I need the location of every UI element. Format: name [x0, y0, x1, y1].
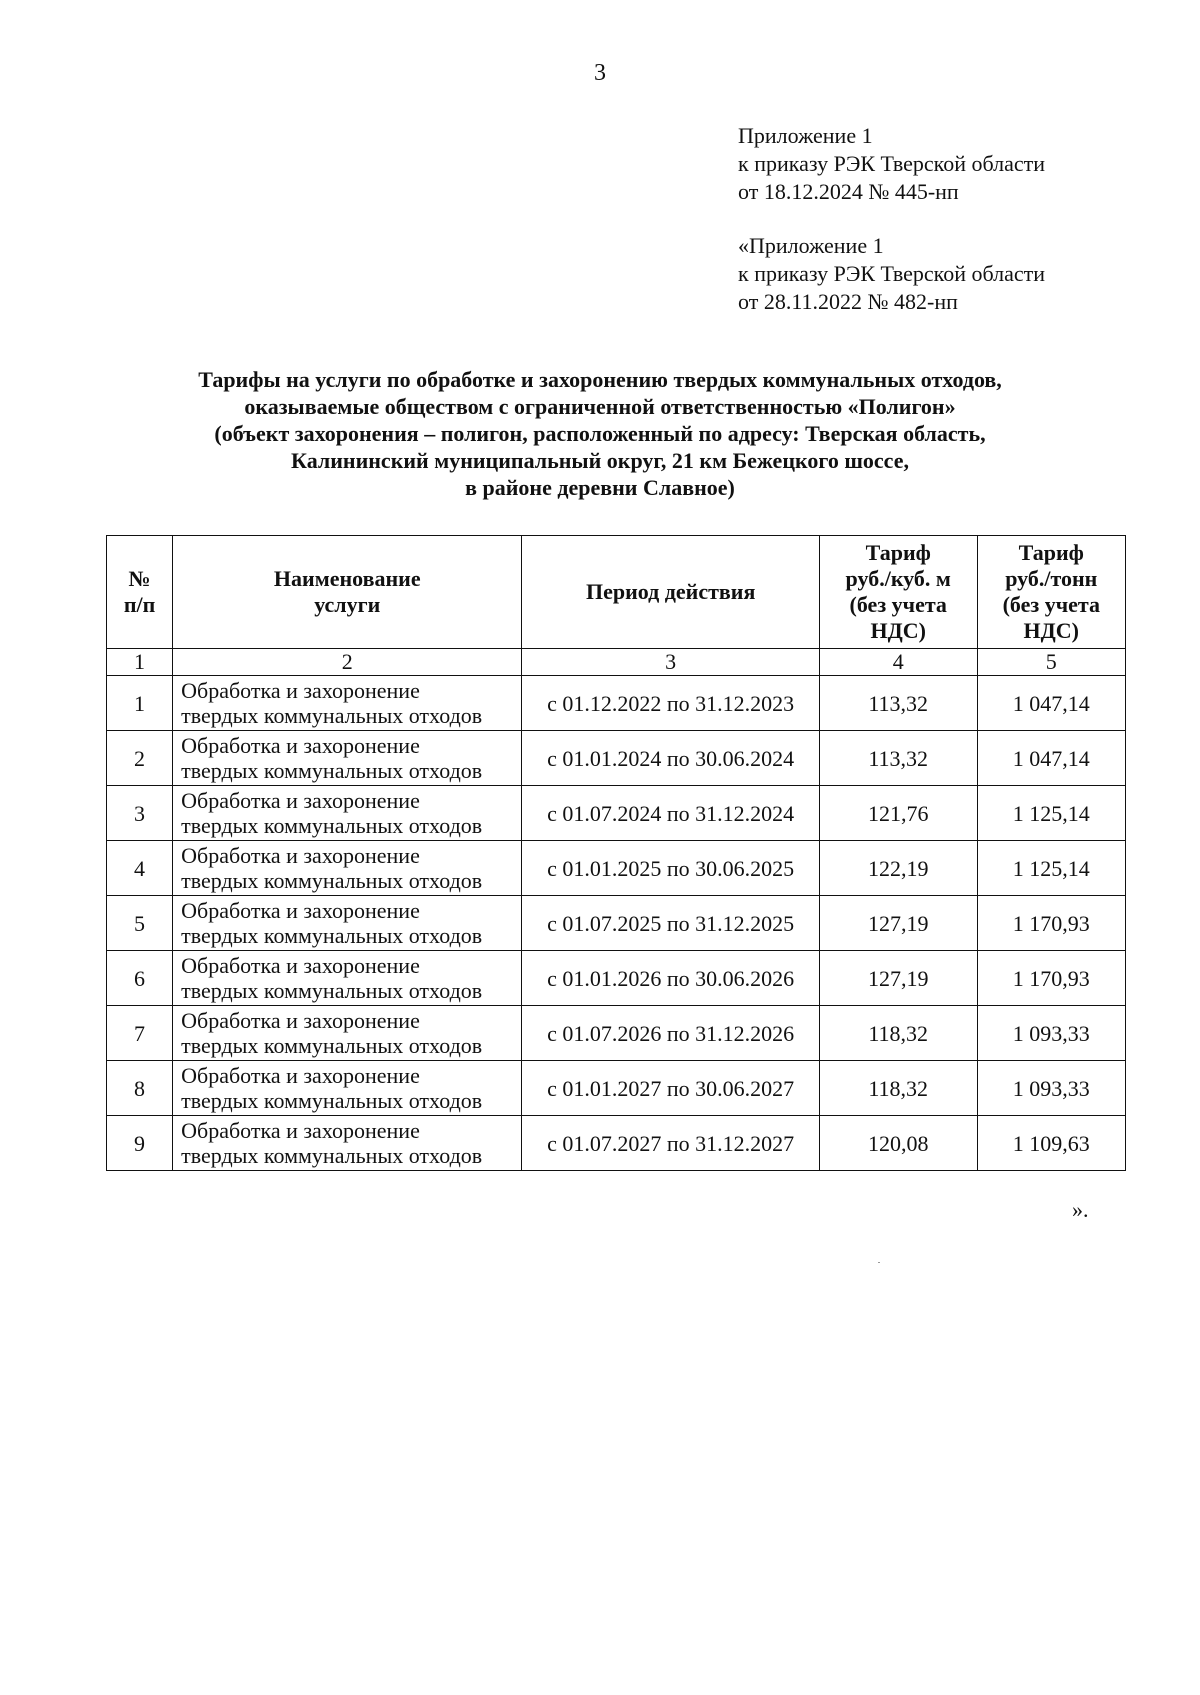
row-service-name — [173, 896, 522, 951]
header-tariff-m3-line-4: НДС) — [870, 618, 926, 643]
row-tariff-m3: 118,32 — [819, 1006, 977, 1061]
service-name-line-2: твердых коммунальных отходов — [181, 978, 483, 1003]
header-name-line-1: Наименование — [273, 566, 421, 591]
row-num: 3 — [107, 786, 173, 841]
header-tariff-t-line-3: (без учета — [1002, 592, 1100, 617]
header-tariff-m3-line-3: (без учета — [849, 592, 947, 617]
header-tariff-m3-line-1: Тариф — [865, 540, 931, 565]
title-line-1: Тарифы на услуги по обработке и захоронению твердых коммунальных отходов, — [198, 367, 1002, 392]
table-row — [107, 1006, 1126, 1061]
row-tariff-m3: 118,32 — [819, 1061, 977, 1116]
header-tariff-tonne — [977, 536, 1125, 649]
document-title — [60, 366, 1140, 501]
row-service-name — [173, 676, 522, 731]
row-service-name — [173, 951, 522, 1006]
row-tariff-m3: 113,32 — [819, 731, 977, 786]
service-name-line-1: Обработка и захоронение — [181, 1008, 420, 1033]
row-period: с 01.07.2026 по 31.12.2026 — [522, 1006, 820, 1061]
row-period: с 01.01.2024 по 30.06.2024 — [522, 731, 820, 786]
table-row — [107, 951, 1126, 1006]
table-header-row — [107, 536, 1126, 649]
service-name-line-2: твердых коммунальных отходов — [181, 813, 483, 838]
row-tariff-m3: 127,19 — [819, 896, 977, 951]
service-name-line-1: Обработка и захоронение — [181, 733, 420, 758]
header-period: Период действия — [522, 536, 820, 649]
row-num: 8 — [107, 1061, 173, 1116]
service-name-line-1: Обработка и захоронение — [181, 843, 420, 868]
page-number: 3 — [594, 60, 606, 86]
row-tariff-tonne: 1 109,63 — [977, 1116, 1125, 1171]
appendix-reference-new — [738, 122, 1045, 206]
closing-quote-mark: ». — [1072, 1197, 1089, 1222]
row-period: с 01.07.2025 по 31.12.2025 — [522, 896, 820, 951]
table-row — [107, 786, 1126, 841]
row-period: с 01.07.2024 по 31.12.2024 — [522, 786, 820, 841]
scan-speck — [878, 1262, 880, 1263]
header-num-line-2: п/п — [123, 592, 156, 617]
service-name-line-1: Обработка и захоронение — [181, 953, 420, 978]
column-number: 5 — [977, 649, 1125, 676]
row-service-name — [173, 1006, 522, 1061]
row-tariff-tonne: 1 170,93 — [977, 951, 1125, 1006]
appendix-new-line-1: Приложение 1 — [738, 123, 873, 148]
row-service-name — [173, 841, 522, 896]
row-tariff-tonne: 1 170,93 — [977, 896, 1125, 951]
row-service-name — [173, 786, 522, 841]
header-tariff-t-line-4: НДС) — [1023, 618, 1079, 643]
appendix-old-line-3: от 28.11.2022 № 482-нп — [738, 289, 958, 314]
appendix-old-line-1: «Приложение 1 — [738, 233, 884, 258]
service-name-line-1: Обработка и захоронение — [181, 1063, 420, 1088]
row-num: 1 — [107, 676, 173, 731]
service-name-line-2: твердых коммунальных отходов — [181, 1143, 483, 1168]
row-period: с 01.01.2025 по 30.06.2025 — [522, 841, 820, 896]
service-name-line-2: твердых коммунальных отходов — [181, 1033, 483, 1058]
service-name-line-2: твердых коммунальных отходов — [181, 1088, 483, 1113]
service-name-line-1: Обработка и захоронение — [181, 898, 420, 923]
service-name-line-1: Обработка и захоронение — [181, 788, 420, 813]
service-name-line-2: твердых коммунальных отходов — [181, 758, 483, 783]
column-number: 4 — [819, 649, 977, 676]
row-tariff-tonne: 1 125,14 — [977, 841, 1125, 896]
row-tariff-m3: 127,19 — [819, 951, 977, 1006]
row-tariff-tonne: 1 093,33 — [977, 1061, 1125, 1116]
row-period: с 01.12.2022 по 31.12.2023 — [522, 676, 820, 731]
row-tariff-m3: 121,76 — [819, 786, 977, 841]
service-name-line-2: твердых коммунальных отходов — [181, 923, 483, 948]
row-service-name — [173, 1061, 522, 1116]
row-period: с 01.07.2027 по 31.12.2027 — [522, 1116, 820, 1171]
row-period: с 01.01.2027 по 30.06.2027 — [522, 1061, 820, 1116]
table-row — [107, 1116, 1126, 1171]
row-tariff-tonne: 1 093,33 — [977, 1006, 1125, 1061]
service-name-line-1: Обработка и захоронение — [181, 1118, 420, 1143]
header-name-line-2: услуги — [314, 592, 381, 617]
title-line-5: в районе деревни Славное) — [465, 475, 735, 500]
row-service-name — [173, 731, 522, 786]
column-number: 2 — [173, 649, 522, 676]
service-name-line-2: твердых коммунальных отходов — [181, 703, 483, 728]
row-tariff-m3: 122,19 — [819, 841, 977, 896]
title-line-3: (объект захоронения – полигон, расположенный по адресу: Тверская область, — [214, 421, 986, 446]
tariffs-table — [106, 535, 1126, 1171]
appendix-old-line-2: к приказу РЭК Тверской области — [738, 261, 1046, 286]
row-tariff-m3: 113,32 — [819, 676, 977, 731]
title-line-4: Калининский муниципальный округ, 21 км Бежецкого шоссе, — [291, 448, 909, 473]
appendix-new-line-2: к приказу РЭК Тверской области — [738, 151, 1046, 176]
appendix-reference-old — [738, 232, 1045, 316]
table-row — [107, 731, 1126, 786]
row-num: 7 — [107, 1006, 173, 1061]
row-tariff-tonne: 1 125,14 — [977, 786, 1125, 841]
table-row — [107, 676, 1126, 731]
header-tariff-t-line-2: руб./тонн — [1005, 566, 1098, 591]
column-number: 3 — [522, 649, 820, 676]
header-tariff-m3-line-2: руб./куб. м — [845, 566, 951, 591]
row-period: с 01.01.2026 по 30.06.2026 — [522, 951, 820, 1006]
row-num: 6 — [107, 951, 173, 1006]
service-name-line-1: Обработка и захоронение — [181, 678, 420, 703]
row-tariff-tonne: 1 047,14 — [977, 676, 1125, 731]
appendix-new-line-3: от 18.12.2024 № 445-нп — [738, 179, 959, 204]
row-num: 5 — [107, 896, 173, 951]
row-tariff-m3: 120,08 — [819, 1116, 977, 1171]
row-tariff-tonne: 1 047,14 — [977, 731, 1125, 786]
row-num: 9 — [107, 1116, 173, 1171]
table-row — [107, 841, 1126, 896]
header-num — [107, 536, 173, 649]
row-num: 4 — [107, 841, 173, 896]
column-number-row — [107, 649, 1126, 676]
row-num: 2 — [107, 731, 173, 786]
header-num-line-1: № — [128, 566, 151, 591]
title-line-2: оказываемые обществом с ограниченной ответственностью «Полигон» — [244, 394, 956, 419]
header-service-name — [173, 536, 522, 649]
table-row — [107, 896, 1126, 951]
column-number: 1 — [107, 649, 173, 676]
table-row — [107, 1061, 1126, 1116]
row-service-name — [173, 1116, 522, 1171]
header-tariff-t-line-1: Тариф — [1018, 540, 1084, 565]
header-tariff-m3 — [819, 536, 977, 649]
service-name-line-2: твердых коммунальных отходов — [181, 868, 483, 893]
